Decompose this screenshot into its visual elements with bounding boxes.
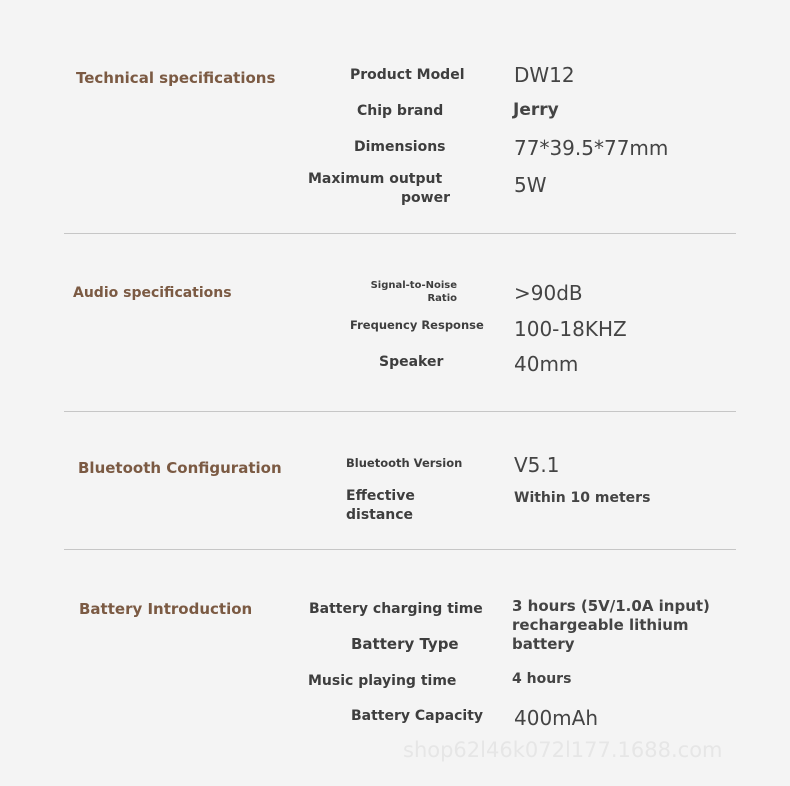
value-chip-brand: Jerry [513, 100, 559, 120]
label-battery-capacity: Battery Capacity [351, 708, 484, 724]
value-battery-charging-time [512, 597, 710, 654]
value-frequency-response: 100-18KHZ [514, 317, 627, 341]
value-charging-line2: rechargeable lithium [512, 616, 689, 634]
label-chip-brand: Chip brand [357, 103, 444, 119]
label-snr-line1: Signal-to-Noise [370, 280, 457, 291]
label-bluetooth-version: Bluetooth Version [346, 456, 463, 470]
watermark: shop62l46k072l177.1688.com [403, 738, 723, 762]
value-max-output-power: 5W [514, 173, 547, 197]
label-effective-line2: distance [346, 507, 414, 523]
label-music-playing-time: Music playing time [308, 673, 457, 689]
section-title-battery: Battery Introduction [79, 600, 253, 618]
value-charging-line1: 3 hours (5V/1.0A input) [512, 597, 710, 615]
value-charging-line3: battery [512, 635, 575, 653]
value-bluetooth-version: V5.1 [514, 453, 560, 477]
label-effective-line1: Effective [346, 488, 415, 504]
label-battery-type: Battery Type [351, 635, 459, 653]
value-battery-capacity: 400mAh [514, 706, 599, 730]
value-dimensions: 77*39.5*77mm [514, 136, 669, 160]
label-max-output-power [296, 170, 450, 208]
value-product-model: DW12 [514, 63, 575, 87]
label-frequency-response: Frequency Response [350, 318, 484, 332]
value-speaker: 40mm [514, 352, 579, 376]
label-battery-charging-time: Battery charging time [309, 601, 483, 617]
value-effective-distance: Within 10 meters [514, 490, 651, 506]
label-dimensions: Dimensions [354, 139, 446, 155]
value-snr: >90dB [514, 281, 583, 305]
label-effective-distance [346, 487, 415, 525]
label-product-model: Product Model [350, 67, 465, 83]
label-max-output-line2: power [401, 190, 450, 206]
divider-1 [64, 233, 736, 234]
label-snr [340, 279, 457, 305]
value-music-playing-time: 4 hours [512, 671, 572, 687]
label-snr-line2: Ratio [427, 293, 457, 304]
divider-3 [64, 549, 736, 550]
section-title-bluetooth: Bluetooth Configuration [78, 459, 282, 477]
section-title-technical: Technical specifications [76, 69, 276, 87]
divider-2 [64, 411, 736, 412]
label-max-output-line1: Maximum output [308, 171, 443, 187]
label-speaker: Speaker [379, 354, 444, 370]
section-title-audio: Audio specifications [73, 285, 232, 301]
